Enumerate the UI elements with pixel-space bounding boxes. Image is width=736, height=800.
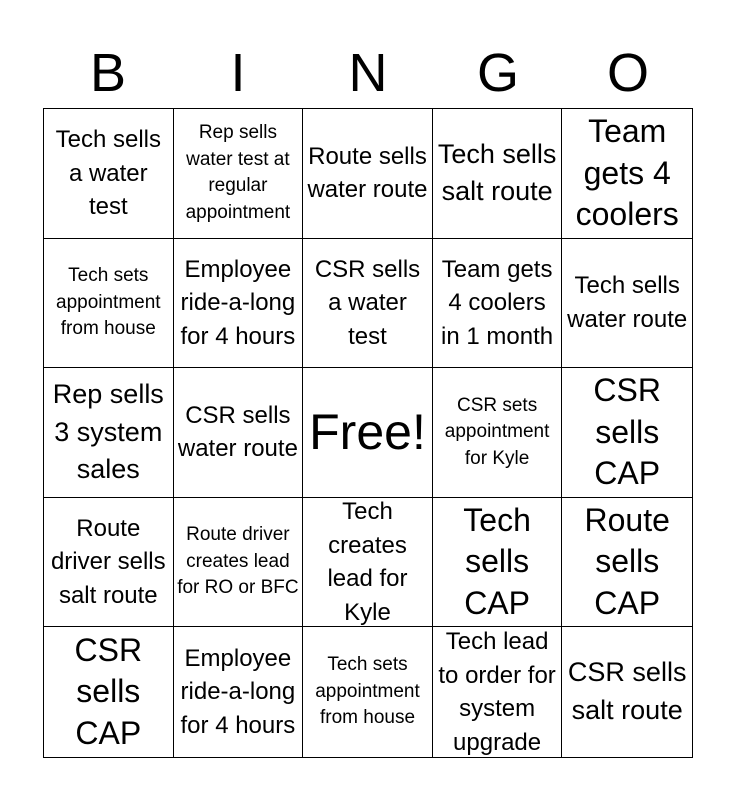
bingo-cell[interactable]: Tech sells a water test: [44, 109, 174, 239]
bingo-cell[interactable]: Tech sets appointment from house: [44, 239, 174, 369]
bingo-cell[interactable]: Tech sells CAP: [433, 498, 563, 628]
header-letter-i: I: [230, 43, 246, 103]
header-letter-n: N: [348, 43, 388, 103]
bingo-cell[interactable]: Tech sets appointment from house: [303, 627, 433, 757]
bingo-cell[interactable]: Route sells water route: [303, 109, 433, 239]
bingo-cell[interactable]: Rep sells water test at regular appointment: [174, 109, 304, 239]
header-letter-b: B: [89, 43, 127, 103]
bingo-cell[interactable]: Route driver creates lead for RO or BFC: [174, 498, 304, 628]
bingo-cell[interactable]: Route driver sells salt route: [44, 498, 174, 628]
bingo-cell[interactable]: CSR sells water route: [174, 368, 304, 498]
bingo-cell[interactable]: Tech creates lead for Kyle: [303, 498, 433, 628]
bingo-cell[interactable]: Team gets 4 coolers: [562, 109, 692, 239]
bingo-cell[interactable]: Rep sells 3 system sales: [44, 368, 174, 498]
bingo-cell[interactable]: CSR sets appointment for Kyle: [433, 368, 563, 498]
header-letter-g: G: [476, 43, 519, 103]
bingo-cell[interactable]: CSR sells a water test: [303, 239, 433, 369]
bingo-cell[interactable]: Team gets 4 coolers in 1 month: [433, 239, 563, 369]
bingo-cell[interactable]: Tech lead to order for system upgrade: [433, 627, 563, 757]
bingo-header: [43, 38, 693, 108]
bingo-cell[interactable]: Route sells CAP: [562, 498, 692, 628]
bingo-cell[interactable]: Employee ride-a-long for 4 hours: [174, 239, 304, 369]
bingo-cell[interactable]: Tech sells salt route: [433, 109, 563, 239]
bingo-cell[interactable]: CSR sells CAP: [562, 368, 692, 498]
free-space[interactable]: Free!: [303, 368, 433, 498]
bingo-board: [43, 108, 693, 758]
bingo-cell[interactable]: CSR sells salt route: [567, 657, 687, 726]
bingo-cell[interactable]: Tech sells water route: [562, 239, 692, 369]
header-letter-o: O: [606, 43, 649, 103]
bingo-cell[interactable]: Employee ride-a-long for 4 hours: [174, 627, 304, 757]
bingo-cell[interactable]: CSR sells CAP: [44, 627, 174, 757]
